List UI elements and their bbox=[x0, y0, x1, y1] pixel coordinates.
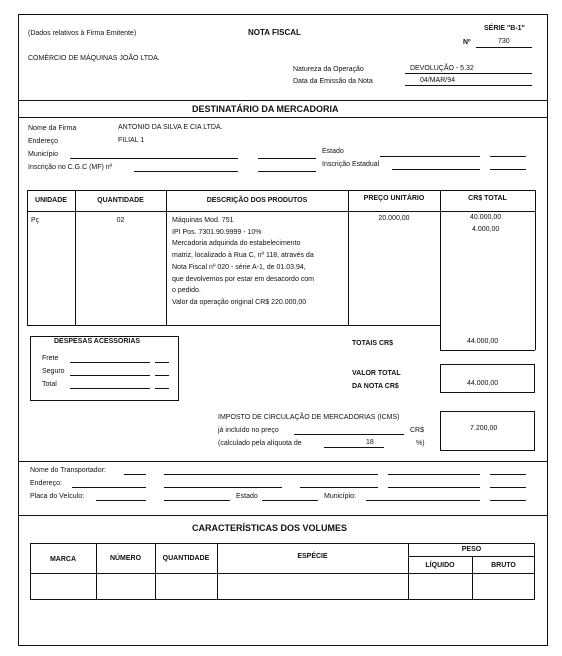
firm-label: Nome da Firma bbox=[28, 125, 77, 132]
doc-title: NOTA FISCAL bbox=[248, 28, 301, 37]
desc-line: IPI Pos. 7301.90.9999 - 10% bbox=[172, 228, 262, 236]
item-total-1: 40.000,00 bbox=[470, 214, 502, 221]
expenses-title: DESPESAS ACESSÓRIAS bbox=[54, 338, 141, 345]
series-label: SÉRIE "B-1" bbox=[484, 25, 525, 32]
recipient-title: DESTINATÁRIO DA MERCADORIA bbox=[192, 104, 339, 114]
address-label: Endereço bbox=[28, 138, 58, 145]
expenses-total-label: Total bbox=[42, 381, 57, 388]
carrier-label: Nome do Transportador: bbox=[30, 467, 106, 474]
icms-rate-prefix: (calculado pela alíquota de bbox=[218, 440, 302, 447]
col-total-header: CR$ TOTAL bbox=[468, 195, 507, 202]
vol-col-net: LÍQUIDO bbox=[425, 562, 455, 569]
vol-col-number: NÚMERO bbox=[109, 555, 142, 562]
insurance-label: Seguro bbox=[42, 368, 65, 375]
col-desc-header: DESCRIÇÃO DOS PRODUTOS bbox=[206, 197, 308, 204]
operation-value: DEVOLUÇÃO - 5.32 bbox=[410, 65, 474, 72]
state-registration-label: Inscrição Estadual bbox=[322, 161, 380, 168]
volumes-title: CARACTERÍSTICAS DOS VOLUMES bbox=[192, 523, 348, 533]
icms-included: já incluído no preço bbox=[218, 427, 279, 434]
desc-line: Nota Fiscal nº 020 - série A-1, de 01.03.94, bbox=[172, 263, 306, 271]
item-qty: 02 bbox=[116, 217, 125, 224]
grand-total-value: 44.000,00 bbox=[467, 380, 499, 387]
desc-line: Mercadoria adquirida do estabelecimento bbox=[172, 240, 301, 248]
item-total-2: 4.000,00 bbox=[472, 226, 500, 233]
vol-col-kind: ESPÉCIE bbox=[297, 553, 328, 560]
icms-rate-value: 18 bbox=[366, 439, 374, 446]
item-unit-price: 20.000,00 bbox=[378, 215, 410, 222]
firm-value: ANTONIO DA SILVA E CIA LTDA. bbox=[118, 124, 223, 131]
transport-state-label: Estado bbox=[236, 493, 258, 500]
grand-total-label-1: VALOR TOTAL bbox=[352, 370, 401, 377]
icms-value: 7.200,00 bbox=[470, 425, 498, 432]
col-qty-header: QUANTIDADE bbox=[97, 197, 144, 204]
plate-label: Placa do Veículo: bbox=[30, 493, 85, 500]
desc-line: matriz, localizado à Rua C, nº 118, através da bbox=[172, 252, 314, 260]
grand-total-label-2: DA NOTA CR$ bbox=[352, 383, 399, 390]
desc-line: Valor da operação original CR$ 220.000,00 bbox=[172, 298, 307, 306]
number-value: 730 bbox=[498, 38, 510, 45]
address-value: FILIAL 1 bbox=[118, 137, 145, 144]
transport-city-label: Município: bbox=[324, 493, 356, 500]
desc-line: o pedido. bbox=[172, 287, 201, 295]
icms-rate-suffix: %) bbox=[416, 440, 425, 447]
vol-col-gross: BRUTO bbox=[491, 562, 516, 569]
icms-title: IMPOSTO DE CIRCULAÇÃO DE MERCADORIAS (ICMS) bbox=[218, 414, 400, 421]
vol-col-qty: QUANTIDADE bbox=[162, 555, 210, 562]
item-unit: Pç bbox=[31, 217, 40, 224]
recipient-divider bbox=[18, 100, 548, 101]
state-label: Estado bbox=[322, 148, 344, 155]
issue-date-label: Data da Emissão da Nota bbox=[293, 78, 373, 85]
transport-address-label: Endereço: bbox=[30, 480, 62, 487]
grand-total-box bbox=[440, 364, 535, 393]
number-label: Nº bbox=[463, 39, 471, 46]
item-description bbox=[172, 215, 348, 309]
desc-line: que devolvemos por estar em desacordo com bbox=[172, 275, 315, 283]
totals-label: TOTAIS CR$ bbox=[352, 340, 393, 347]
emitter-note: (Dados relativos à Firma Emitente) bbox=[28, 30, 137, 37]
issue-date-value: 04/MAR/94 bbox=[420, 77, 456, 84]
city-label: Município bbox=[28, 151, 58, 158]
company-name: COMÉRCIO DE MÁQUINAS JOÃO LTDA. bbox=[28, 55, 160, 62]
operation-label: Natureza da Operação bbox=[293, 66, 364, 73]
totals-value: 44.000,00 bbox=[467, 338, 499, 345]
vol-col-brand: MARCA bbox=[49, 556, 77, 563]
cgc-label: Inscrição no C.G.C (MF) nº bbox=[28, 164, 113, 171]
freight-label: Frete bbox=[42, 355, 59, 362]
number-underline bbox=[476, 47, 532, 48]
desc-line: Máquinas Mod. 751 bbox=[172, 217, 234, 224]
vol-col-weight: PESO bbox=[461, 546, 482, 553]
col-unit-price-header: PREÇO UNITÁRIO bbox=[363, 195, 425, 202]
icms-currency: CR$ bbox=[410, 427, 425, 434]
col-unit-header: UNIDADE bbox=[35, 197, 67, 204]
